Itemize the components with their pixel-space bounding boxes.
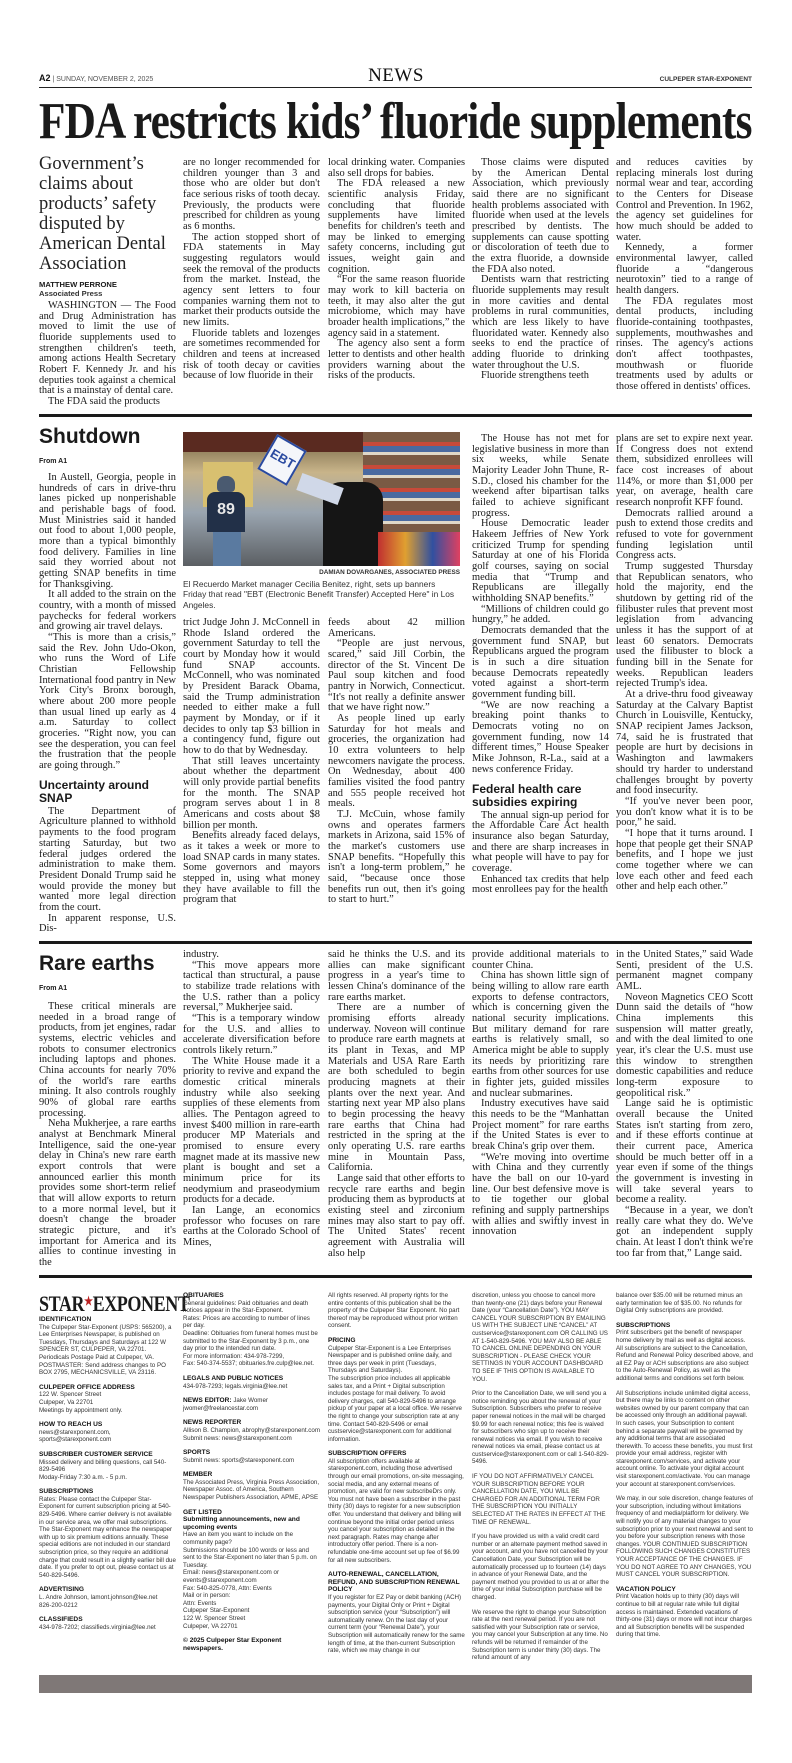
paragraph: feeds about 42 million Americans. (328, 617, 465, 639)
subheading: Uncertainty around SNAP (39, 777, 150, 805)
info-block (183, 1419, 320, 1442)
paper-name: CULPEPER STAR-EXPONENT (659, 76, 752, 83)
info-line: We reserve the right to change your Subscription rate at the next renewal period. If you are not satisfied with your Subscription rate or service, you may cancel your Subscription at any time. No refunds will be returned if remainder of the Subscription term is under thirty (30) days. The refund amount of any (472, 1608, 608, 1662)
info-block (183, 1449, 320, 1464)
page-folio: A2 | SUNDAY, NOVEMBER 2, 2025 (39, 73, 154, 83)
subheading: Federal health care subsidies expiring (472, 781, 582, 809)
paragraph: provide additional materials to counter China. (472, 949, 609, 971)
info-line: All Subscriptions include unlimited digital access, but there may be links to content on other websites owned by our parent company that can be accessed only through an additional paywall. In such cases, your Subscription to content behind a separate paywall will be governed by any additional terms that are associated therewith. To access these benefits, you must first provide your email address, register with starexponent.com/services, and activate your account online. To activate your digital account visit starexponent.com/activate. You can manage your account at starexponent.com/services. (616, 1389, 753, 1488)
info-line: The Associated Press, Virginia Press Association, Newspaper Assoc. of America, Southern Newspaper Publishers Association, APME, APSE (183, 1478, 320, 1502)
info-block (39, 1586, 176, 1609)
article-column-4 (472, 434, 609, 896)
paragraph: Industry executives have said this needs to be the “Manhattan Project moment” for rare earths if the United States is ever to break China's grip over them. (472, 1098, 609, 1153)
info-heading-label: SPORTS (183, 1449, 211, 1457)
info-heading (39, 1421, 176, 1429)
page-bottom-margin (0, 1693, 792, 1763)
paragraph: Lange said that other efforts to recycle rare earths and begin producing them as byproducts at existing steel and zirconium mines may also start to pay off. The United States' recent agreement with Australia will also help (328, 1173, 465, 1259)
paragraph: Fluoride strengthens teeth (481, 370, 589, 382)
page-number: A2 (39, 73, 51, 83)
paragraph: The FDA said the products (48, 396, 160, 408)
header-divider (39, 87, 752, 88)
info-line: news@starexponent.com, sports@starexponent.com (39, 1428, 112, 1444)
info-block (39, 1384, 176, 1414)
info-block (328, 1337, 465, 1443)
info-block (616, 1322, 753, 1383)
paragraph: Dentists warn that restricting fluoride supplements may result in more cavities and dental problems in rural communities, which are less likely to have fluoridated water. Kennedy also seeks to end the practice of adding fluoride to drinking water throughout the U.S. (472, 274, 609, 371)
info-heading (183, 1471, 320, 1479)
info-heading (616, 1586, 753, 1594)
rare-earths-section (0, 944, 792, 1275)
info-block (328, 1571, 465, 1655)
info-line: Mail or in person: (183, 1592, 231, 1600)
paragraph: “If you've never been poor, you don't know what it is to be poor,” he said. (616, 795, 753, 829)
info-heading (328, 1337, 465, 1345)
ebt-sign: EBT (257, 434, 306, 486)
info-heading (183, 1292, 320, 1300)
info-heading-value: Jake Womer (231, 1397, 268, 1405)
paragraph: The FDA regulates most dental products, including fluoride-containing toothpastes, supplements, mouthwashes and rinses. The agency's actions don't affect toothpastes, mouthwash or fluoride treatments used by adults or those offered in dentists' offices. (616, 295, 753, 393)
article-column-5 (616, 158, 753, 393)
paragraph: The FDA released a new scientific analysis Friday, concluding that fluoride supplements have limited benefits for children's teeth and may be linked to emerging safety concerns, including gut issues, weight gain and cognition. (328, 178, 465, 275)
article-deck: Government’s claims about products’ safety disputed by American Dental Association (39, 154, 166, 274)
info-block (616, 1586, 753, 1639)
jump-from: From A1 (39, 458, 68, 465)
logo-text: STAR (39, 1291, 85, 1316)
info-heading-label: NEWS EDITOR: (183, 1397, 232, 1405)
photo-credit: DAMIAN DOVARGANES, ASSOCIATED PRESS (319, 569, 460, 576)
footer-bar (39, 1675, 752, 1693)
info-heading-label: GET LISTED (183, 1508, 222, 1516)
shutdown-section (0, 417, 792, 941)
paragraph: Neha Mukherjee, a rare earths analyst at Benchmark Mineral Intelligence, said the one-year delay in China's new rare earth export controls that were announced earlier this month provides some short-term relief that will allow exports to return to a more normal level, but it doesn't change the broader strategic picture, and it's important for America and its allies to continue investing in the (39, 1118, 176, 1269)
info-heading (183, 1509, 320, 1517)
info-heading-label: CULPEPER OFFICE ADDRESS (39, 1383, 135, 1391)
article-column-4 (472, 158, 609, 382)
customer-head (217, 476, 235, 492)
paragraph: “Millions of children could go hungry,” he added. (472, 603, 609, 626)
info-heading-label: OBITUARIES (183, 1292, 224, 1299)
section-label: NEWS (368, 65, 424, 86)
paragraph: WASHINGTON — The Food and Drug Administration has moved to limit the use of fluoride supplements used to strengthen children's teeth, among actions Health Secretary Robert F. Kennedy Jr. and his deputies took against a chemical that is a mainstay of dental care. (39, 300, 176, 397)
info-heading (39, 1616, 176, 1624)
info-line: Culpeper Star-Exponent (183, 1607, 250, 1615)
paragraph: Fluoride tablets and lozenges are sometimes recommended for children and teens at increased risk of tooth decay or cavities because of low fluoride in their (183, 327, 320, 382)
shutdown-title: Shutdown (39, 425, 141, 448)
info-line: The Culpeper Star-Exponent (USPS: 565200), a Lee Enterprises Newspaper, is published on Tuesdays, Thursdays and Saturdays at 122 W SPENCER ST, CULPEPER, VA 22701. Periodicals Postage Paid at Culpeper, VA. POSTMASTER: Send address changes to PO BOX 2795, MECHANICSVILLE, VA 23116. (39, 1323, 172, 1377)
info-block (39, 1488, 176, 1579)
info-block (183, 1637, 320, 1652)
article-column-1-body (39, 301, 176, 408)
lead-story-section (0, 0, 792, 414)
info-line: Submit news: news@starexponent.com (183, 1434, 292, 1442)
paragraph: trict Judge John J. McConnell in Rhode Island ordered the government Saturday to tell the court by Monday how it would fund SNAP accounts. McConnell, who was nominated by President Barack Obama, said the Trump administration needed to either make a full payment by Monday, or if it decides to only tap $3 billion in a contingency fund, figure out how to do that by Wednesday. (183, 617, 320, 757)
info-heading (183, 1397, 320, 1405)
article-column-2 (183, 950, 320, 1249)
paragraph: and reduces cavities by replacing minerals lost during normal wear and tear, according to the Centers for Disease Control and Prevention. In 1962, the agency set guidelines for how much should be added to water. (616, 157, 753, 243)
info-line: balance over $35.00 will be returned minus an early termination fee of $35.00. No refunds for Digital Only subscriptions are provided. (616, 1292, 743, 1315)
paragraph: plans are set to expire next year. If Congress does not extend them, subsidized enrollees will face cost increases of about 114%, or more than $1,000 per year, on average, health care research nonprofit KFF found. (616, 433, 753, 509)
info-line: All subscription offers available at starexponent.com, including those advertised through our email promotions, on-site messaging, social media, and any external means of promotion, are valid for new subscribeDrs only. You must not have been a subscriber in the past thirty (30) days to register for a new subscription offer. You understand that delivery and billing will continue beyond the initial order period unless you cancel your subscription as detailed in the next paragraph. Rates may change after introductory offer period. There is a non-refundable one-time account set up fee of $6.99 for all new subscribers. (328, 1457, 464, 1564)
info-block (616, 1495, 753, 1579)
paragraph: “Because in a year, we don't really care what they do. We've got an independent supply chain. At least I don't think we're too far from that,” Lange said. (616, 1205, 753, 1259)
info-heading-label: CLASSIFIEDS (39, 1616, 83, 1624)
info-block (183, 1375, 320, 1390)
paragraph: In apparent response, U.S. Dis- (39, 912, 176, 935)
paragraph: As people lined up early Saturday for hot meals and groceries, the organization had 10 extra volunteers to help newcomers navigate the process. On Wednesday, about 400 families visited the food pantry and 555 people received hot meals. (328, 713, 465, 810)
info-line: Meetings by appointment only. (39, 1406, 123, 1414)
news-photo (183, 432, 460, 566)
paragraph: “This move appears more tactical than structural, a pause to stabilize trade relations with the U.S. rather than a policy reversal,” Mukherjee said. (183, 959, 320, 1014)
info-line: Email: news@starexponent.com or events@starexponent.com (183, 1569, 280, 1584)
info-line: Print subscribers get the benefit of newspaper home delivery by mail as well as digital access. All subscriptions are subject to the Cancellation, Refund and Renewal Policy described above, and all EZ Pay or ACH subscriptions are also subject to the Auto-Renewal Policy, as well as the additional terms and conditions set forth below. (616, 1329, 753, 1382)
paragraph: Democrats demanded that the government fund SNAP, but Republicans argued the program is in such a dire situation because Democrats repeatedly voted against a short-term government funding bill. (472, 625, 609, 701)
info-block (472, 1473, 609, 1526)
info-heading (39, 1586, 176, 1594)
paragraph: There are a number of promising efforts already underway. Noveon will continue to produce rare earth magnets at its plant in Texas, and MP Materials and USA Rare Earth are both scheduled to begin producing magnets at their plants over the next year. And starting next year MP also plans to begin processing the heavy rare earths that China had restricted in the spring at the only operating U.S. rare earths mine in Mountain Pass, California. (328, 1002, 465, 1174)
info-heading (328, 1571, 465, 1594)
masthead-column-3 (328, 1292, 465, 1662)
info-block (39, 1616, 176, 1631)
info-heading-label: IDENTIFICATION (39, 1316, 92, 1323)
article-column-5 (616, 434, 753, 893)
paragraph: are no longer recommended for children younger than 3 and those who are older but don't face serious risks of tooth decay. Previously, the products were prescribed for children as young as 6 months. (183, 157, 320, 233)
info-heading-label: © 2025 Culpeper Star Exponent newspapers. (183, 1637, 282, 1652)
paragraph: Those claims were disputed by the American Dental Association, which previously said there are no significant health problems associated with fluoride when used at the levels prescribed by dentists. The supplements can cause spotting or discoloration of teeth due to the extra fluoride, a downside the FDA also noted. (472, 157, 609, 275)
byline-author: MATTHEW PERRONE (39, 280, 117, 289)
info-heading-label: SUBSCRIPTION OFFERS (328, 1450, 407, 1458)
article-column-1 (39, 1002, 176, 1269)
article-column-3 (328, 158, 465, 382)
paragraph: The Department of Agriculture planned to withhold payments to the food program starting Saturday, but two federal judges ordered the administration to make them. President Donald Trump said he would provide the money but wanted more legal direction from the court. (39, 805, 176, 913)
info-heading-label: MEMBER (183, 1471, 213, 1479)
logo-text: EXPONENT (92, 1291, 190, 1316)
info-line: L. Andre Johnson, lamont.johnson@lee.net (39, 1594, 158, 1601)
info-line: Culpeper, VA 22701 (183, 1622, 238, 1630)
info-block (183, 1509, 320, 1631)
info-heading-label: HOW TO REACH US (39, 1421, 103, 1429)
info-heading-label: SUBSCRIPTIONS (616, 1321, 671, 1329)
info-heading (183, 1375, 320, 1383)
paragraph: The action stopped short of FDA statements in May suggesting regulators would seek the removal of the products from the market. Instead, the agency sent letters to four companies warning them not to market their products outside the new limits. (183, 231, 320, 329)
newspaper-logo (39, 1289, 190, 1316)
info-heading (39, 1316, 176, 1324)
info-line: If you register for EZ Pay or debit banking (ACH) payments, your Digital Only or Print + Digital subscription service (your “Subscription”) will automatically renew. On the last day of your current term (your “Renewal Date”), your Subscription will automatically renew for the same length of time, at the then-current Subscription rate, which we may change in our (328, 1593, 465, 1655)
byline-org: Associated Press (39, 289, 103, 298)
article-column-3 (328, 618, 465, 906)
customer-jeans (213, 532, 241, 566)
info-block (39, 1421, 176, 1444)
photo-caption: El Recuerdo Market manager Cecilia Benitez, right, sets up banners Friday that read "EBT (Electronic Benefit Transfer) Accepted Here" in Los Angeles. (183, 579, 455, 610)
article-column-5 (616, 950, 753, 1259)
info-heading-label: SUBSCRIPTIONS (39, 1488, 94, 1496)
info-heading-label: LEGALS AND PUBLIC NOTICES (183, 1374, 284, 1382)
info-line: 826-200-0212 (39, 1601, 78, 1609)
info-line: 122 W. Spencer Street (183, 1614, 246, 1622)
info-line: Moday-Friday 7:30 a.m. - 5 p.m. (39, 1473, 128, 1481)
masthead-column-4 (472, 1292, 609, 1669)
paragraph: “We are now reaching a breaking point thanks to Democrats voting no on government funding, now 14 different times,” House Speaker Mike Johnson, R-La., said at a news conference Friday. (472, 699, 609, 775)
article-column-4 (472, 950, 609, 1238)
info-heading-label: PRICING (328, 1336, 356, 1344)
info-subheading: Submitting announcements, new and upcoming events (183, 1516, 300, 1531)
info-line: Print Vacation holds up to thirty (30) days will continue to bill at regular rate while full digital access is maintained. Extended vacations of thirty-one (31) days or more will not incur charges and all Subscription benefits will be suspended during that time. (616, 1593, 752, 1639)
info-heading (183, 1419, 320, 1427)
masthead-column-2 (183, 1292, 320, 1659)
info-line: If you have provided us with a valid credit card number or an alternate payment method saved in your account, and you have not cancelled by your Cancellation Date, your Subscription will be automatically processed up to fourteen (14) days in advance of your Renewal Date, and the payment method you provided to us at or after the time of your initial Subscription purchase will be charged. (472, 1533, 609, 1601)
paragraph: Enhanced tax credits that help most enrollees pay for the health (472, 873, 609, 896)
info-heading-label: ADVERTISING (39, 1586, 85, 1594)
info-line: Submit news: sports@starexponent.com (183, 1456, 295, 1464)
info-line: Missed delivery and billing questions, call 540-829-5496 (39, 1458, 167, 1474)
info-block (183, 1292, 320, 1368)
info-line: IF YOU DO NOT AFFIRMATIVELY CANCEL YOUR SUBSCRIPTION BEFORE YOUR CANCELLATION DATE, YOU WILL BE CHARGED FOR AN ADDITIONAL TERM FOR THE SUBSCRIPTION YOU INITIALLY SELECTED AT THE RATES IN EFFECT AT THE TIME OF RENEWAL. (472, 1473, 606, 1526)
jump-from: From A1 (39, 985, 68, 992)
paragraph: In Austell, Georgia, people in hundreds of cars in drive-thru lanes picked up nonperishable and perishable bags of food. Must Ministries said it handed out food to about 1,000 people, more than a typical bimonthly food delivery. Families in line said they worried about not getting SNAP benefits in time for Thanksgiving. (39, 472, 176, 590)
paragraph: “I hope that it turns around. I hope that people get their SNAP benefits, and I hope we just come together where we can love each other and feed each other and help each other.” (616, 827, 753, 893)
paragraph: Kennedy, a former environmental lawyer, called fluoride a “dangerous neurotoxin” tied to a range of health dangers. (616, 242, 753, 297)
paragraph: The annual sign-up period for the Affordable Care Act health insurance also began Saturday, and there are sharp increases in what people will have to pay for coverage. (472, 809, 609, 874)
info-line: Have an item you want to include on the community page? (183, 1531, 294, 1547)
article-column-2 (183, 618, 320, 906)
paragraph: At a drive-thru food giveaway Saturday at the Calvary Baptist Church in Louisville, Kentucky, SNAP recipient James Jackson, 74, said he is frustrated that people are hurt by decisions in Washington and lawmakers should try harder to understand challenges brought by poverty and food insecurity. (616, 689, 753, 797)
paragraph: The White House made it a priority to revive and expand the domestic critical minerals industry while also seeking supplies of these elements from allies. The Pentagon agreed to invest $400 million in rare-earth producer MP Materials and promised to ensure every magnet made at its massive new plant is bought and set a minimum price for its neodymium and praseodymium products for a decade. (183, 1055, 320, 1206)
paragraph: That still leaves uncertainty about whether the department will only provide partial benefits for the month. The SNAP program serves about 1 in 8 Americans and costs about $8 billion per month. (183, 755, 320, 831)
paragraph: said he thinks the U.S. and its allies can make significant progress in a year's time to lessen China's dominance of the rare earths market. (328, 949, 465, 1003)
paragraph: in the United States,” said Wade Senti, president of the U.S. permanent magnet company AML. (616, 949, 753, 993)
paragraph: “This is more than a crisis,” said the Rev. John Udo-Okon, who runs the Word of Life Christian Fellowship International food pantry in New York City's Bronx borough, where about 200 more people than usual lined up early as 4 a.m. Saturday to collect groceries. “Right now, you can see the desperation, you can feel the frustration that the people are going through.” (39, 632, 176, 772)
masthead-section (0, 1278, 792, 1675)
info-line: Fax: 540-825-0778, Attn: Events (183, 1584, 272, 1592)
info-block (616, 1390, 753, 1489)
info-block (472, 1292, 609, 1383)
info-heading-label: VACATION POLICY (616, 1585, 676, 1593)
info-block (39, 1451, 176, 1481)
info-block (472, 1533, 609, 1601)
info-line: Rates: Prices are according to number of lines per day. (183, 1314, 310, 1330)
info-heading-label: SUBSCRIBER CUSTOMER SERVICE (39, 1450, 153, 1458)
info-heading-label: AUTO-RENEWAL, CANCELLATION, REFUND, AND SUBSCRIPTION RENEWAL POLICY (328, 1571, 460, 1594)
paragraph: It all added to the strain on the country, with a month of missed paychecks for federal workers and growing air travel delays. (39, 589, 176, 633)
info-line: discretion, unless you choose to cancel more than twenty-one (21) days before your Renewal Date (your “Cancellation Date”). YOU MAY CANCEL YOUR SUBSCRIPTION BY EMAILING US WITH THE SUBJECT LINE “CANCEL” AT custservice@starexponent.com OR CALLING US AT 1-540-829-5496. YOU MAY ALSO BE ABLE TO CANCEL ONLINE DEPENDING ON YOUR SUBSCRIPTION - PLEASE CHECK YOUR SETTINGS IN YOUR ACCOUNT DASHBOARD TO SEE IF THIS OPTION IS AVAILABLE TO YOU. (472, 1292, 608, 1383)
paragraph: Ian Lange, an economics professor who focuses on rare earths at the Colorado School of Mines, (183, 1205, 320, 1249)
paragraph: Noveon Magnetics CEO Scott Dunn said the details of “how China implements this suspension will matter greatly, and with the deal limited to one year, it's clear the U.S. must use this window to strengthen domestic capabilities and reduce long-term exposure to geopolitical risk.” (616, 991, 753, 1099)
info-block (39, 1316, 176, 1377)
info-line: All rights reserved. All property rights for the entire contents of this publication shall be the property of the Culpeper Star Exponent. No part thereof may be reproduced without prior written consent. (328, 1292, 460, 1330)
paragraph: local drinking water. Companies also sell drops for babies. (328, 157, 465, 179)
info-heading (616, 1322, 753, 1330)
info-heading (183, 1637, 320, 1652)
info-block (472, 1609, 609, 1662)
info-heading (39, 1488, 176, 1496)
info-block (328, 1450, 465, 1564)
masthead-column-1 (39, 1316, 176, 1638)
paragraph: The agency also sent a form letter to dentists and other health providers warning about the risks of the products. (328, 338, 465, 382)
info-line: Prior to the Cancellation Date, we will send you a notice reminding you about the renewal of your Subscription. Subscribers who prefer to receive paper renewal notices in the mail will be charged $9.99 for each renewal notice; this fee is waived for subscribers who sign up to receive their renewal notices via email. If you wish to receive renewal notices via email, please contact us at custservice@starexponent.com or call 1-540-829-5496. (472, 1390, 609, 1466)
paragraph: “This is a temporary window for the U.S. and allies to accelerate diversification before controls likely return.” (183, 1013, 320, 1057)
info-block (183, 1397, 320, 1412)
article-column-1 (39, 154, 176, 408)
star-icon: ★ (84, 1294, 93, 1308)
paragraph: China has shown little sign of being willing to allow rare earth exports to defense contractors, which is concerning given the national security implications. But military demand for rare earths is relatively small, so America might be able to supply its needs by prioritizing rare earths from other sources for use in fighter jets, guided missiles and nuclear submarines. (472, 970, 609, 1099)
info-line: Allison B. Champion, abrophy@starexponent.com (183, 1426, 320, 1434)
info-heading-label: NEWS REPORTER (183, 1419, 242, 1427)
info-heading (39, 1451, 176, 1459)
article-column-2 (183, 158, 320, 382)
info-block (328, 1292, 465, 1330)
info-line: The subscription price includes all applicable sales tax, and a Print + Digital subscription includes postage for mail delivery. To avoid delivery charges, call 540-829-5496 to arrange pickup of your paper at a local office. We reserve the right to change your subscription rate at any time. Contact 540-829-5496 or email custservice@starexponent.com for additional information. (328, 1374, 462, 1443)
banner-roll (296, 473, 344, 505)
info-heading (183, 1449, 320, 1457)
info-line: Culpeper Star-Exponent is a Lee Enterprises Newspaper and is published online daily, and three days per week in print (Tuesdays, Thursdays and Saturdays). (328, 1344, 452, 1375)
info-line: 434-978-7202; classifieds.virginia@lee.net (39, 1623, 156, 1631)
paragraph: House Democratic leader Hakeem Jeffries of New York criticized Trump for spending Saturday at one of his Florida golf courses, saying on social media that “Trump and Republicans are illegally withholding SNAP benefits.” (472, 518, 609, 605)
info-line: General guidelines: Paid obituaries and death notices appear in the Star-Exponent. (183, 1299, 309, 1315)
masthead-column-5 (616, 1292, 753, 1646)
paragraph: “People are just nervous, scared,” said Jill Corbin, the director of the St. Vincent De Paul soup kitchen and food pantry in Norwich, Connecticut. “It's not really a definite answer that we have right now.” (328, 638, 465, 714)
info-line: We may, in our sole discretion, change features of your subscription, including without limitations frequency of and media/platform for delivery. We will notify you of any material changes to your subscription prior to your next renewal and sent to you before your subscription renews with those changes. YOUR CONTINUED SUBSCRIPTION FOLLOWING SUCH CHANGES CONSTITUTES YOUR ACCEPTANCE OF THE CHANGES. IF YOU DO NOT AGREE TO ANY CHANGES, YOU MUST CANCEL YOUR SUBSCRIPTION. (616, 1495, 753, 1579)
info-heading (328, 1450, 465, 1458)
paragraph: Lange said he is optimistic overall because the United States isn't starting from zero, and if these efforts continue at their current pace, America should be much better off in a year even if some of the things the government is investing in will take several years to become a reality. (616, 1098, 753, 1206)
paragraph: T.J. McCuin, whose family owns and operates farmers markets in Arizona, said 15% of the market's customers use SNAP benefits. “Hopefully this isn't a long-term problem,” he said, “because once those benefits run out, then it's going to start to hurt.” (328, 809, 465, 906)
article-column-3 (328, 950, 465, 1259)
info-line: 122 W. Spencer Street (39, 1391, 102, 1399)
paragraph: “We're moving into overtime with China and they currently have the ball on our 10-yard line. Our best defensive move is to tie together our global refining and supply partnerships with allies and swiftly invest in innovation (472, 1151, 609, 1238)
info-block (183, 1471, 320, 1501)
info-line: jwomer@freelancestar.com (183, 1404, 259, 1412)
paragraph: industry. (183, 949, 219, 960)
paragraph: Trump suggested Thursday that Republican senators, who hold the majority, end the shutdown by getting rid of the filibuster rules that prevent most legislation from advancing unless it has the support of at least 60 senators. Democrats used the filibuster to block a funding bill in the Senate for weeks. Republican leaders rejected Trump's idea. (616, 561, 753, 690)
info-line: 434-978-7293; legals.virginia@lee.net (183, 1382, 288, 1390)
headline: FDA restricts kids’ fluoride supplements (39, 93, 752, 150)
info-block (472, 1390, 609, 1466)
info-line: Culpeper, Va 22701 (39, 1398, 94, 1406)
info-line: Deadline: Obituaries from funeral homes must be submitted to the Star-Exponent by 3 p.m., one day prior to the intended run date. (183, 1329, 318, 1353)
info-line: Submissions should be 100 words or less and sent to the Star-Exponent no later than 5 p.m. on Tuesday. (183, 1546, 317, 1569)
paragraph: Democrats rallied around a push to extend those credits and refused to vote for government funding legislation until Congress acts. (616, 507, 753, 562)
issue-date: SUNDAY, NOVEMBER 2, 2025 (56, 76, 154, 83)
info-block (616, 1292, 753, 1315)
paragraph: These critical minerals are needed in a broad range of products, from jet engines, radar systems, electric vehicles and robots to consumer electronics including laptops and phones. China accounts for nearly 70% of the world's rare earths mining. It also controls roughly 90% of global rare earths processing. (39, 1001, 176, 1119)
paragraph: “For the same reason fluoride may work to kill bacteria on teeth, it may also alter the gut microbiome, which may have broader health implications,” the agency said in a statement. (328, 274, 465, 339)
info-heading (39, 1384, 176, 1392)
snack-display (378, 532, 460, 566)
paragraph: The House has not met for legislative business in more than six weeks, while Senate Majority Leader John Thune, R-S.D., closed his chamber for the weekend after bipartisan talks failed to achieve significant progress. (472, 433, 609, 519)
info-line: Attn: Events (183, 1599, 217, 1607)
paragraph: Benefits already faced delays, as it takes a week or more to load SNAP cards in many states. Some governors and mayors stepped in, using what money they have available to fill the program that (183, 830, 320, 906)
info-line: Fax: 540-374-5537; obituaries.fre.culp@lee.net. (183, 1360, 315, 1368)
info-line: Rates: Please contact the Culpeper Star-Exponent for current subscription pricing at 540-829-5496. Where carrier delivery is not available in our service area, we offer mail subscriptions. The Star-Exponent may enhance the newspaper with up to six premium editions annually. These special editions are not included in our standard subscription price, so they require an additional charge that could result in a slightly earlier bill due date. If you prefer to opt out, please contact us at 540-829-5496. (39, 1495, 176, 1579)
customer-jersey: 89 (207, 492, 245, 532)
info-line: For more information: 434-978-7299, (183, 1352, 285, 1360)
rare-earths-title: Rare earths (39, 952, 155, 975)
article-column-1 (39, 473, 176, 935)
